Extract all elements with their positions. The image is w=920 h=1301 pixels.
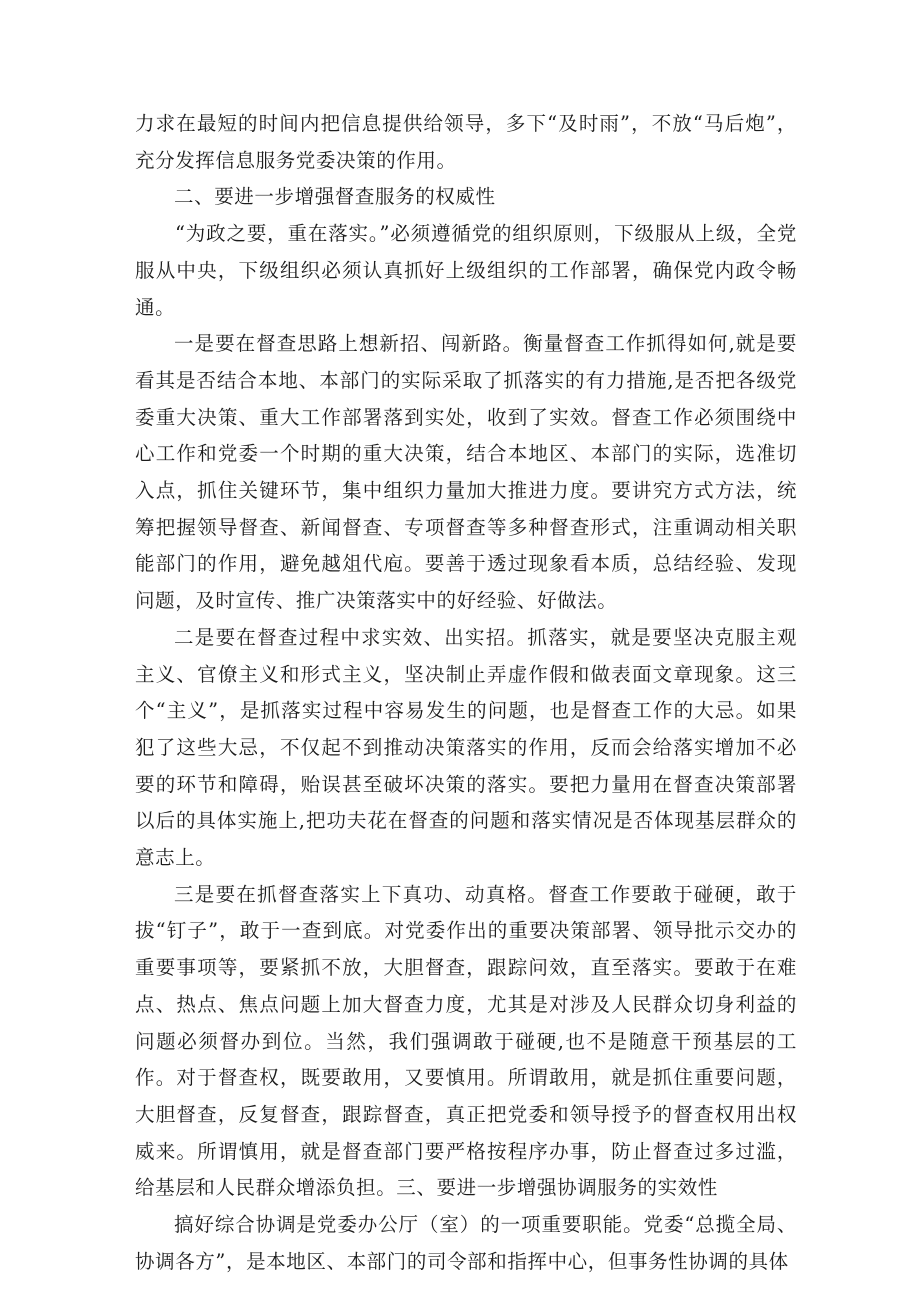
paragraph-point-2: 二是要在督查过程中求实效、出实招。抓落实，就是要坚决克服主观主义、官僚主义和形式主义，坚决制止弄虚作假和做表面文章现象。这三个“主义”，是抓落实过程中容易发生的问题，也是督查工作的大忌。如果犯了这些大忌，不仅起不到推动决策落实的作用，反而会给落实增加不必要的环节和障碍，贻误甚至破坏决策的落实。要把力量用在督查决策部署以后的具体实施上,把功夫花在督查的问题和落实情况是否体现基层群众的意志上。 [135,625,797,870]
section-heading-2: 二、要进一步增强督查服务的权威性 [174,185,496,209]
document-body [135,106,797,1281]
paragraph-quote: “为政之要，重在落实。”必须遵循党的组织原则，下级服从上级，全党服从中央，下级组织必须认真抓好上级组织的工作部署，确保党内政令畅通。 [135,222,797,319]
paragraph-continuation: 力求在最短的时间内把信息提供给领导，多下“及时雨”，不放“马后炮”，充分发挥信息服务党委决策的作用。 [135,112,797,172]
paragraph-coordination: 搞好综合协调是党委办公厅（室）的一项重要职能。党委“总揽全局、协调各方”，是本地区、本部门的司令部和指挥中心，但事务性协调的具体 [135,1213,797,1273]
paragraph-point-3: 三是要在抓督查落实上下真功、动真格。督查工作要敢于碰硬，敢于拔“钉子”，敢于一查到底。对党委作出的重要决策部署、领导批示交办的重要事项等，要紧抓不放，大胆督查，跟踪问效，直至落实。要敢于在难点、热点、焦点问题上加大督查力度，尤其是对涉及人民群众切身利益的问题必须督办到位。当然，我们强调敢于碰硬,也不是随意干预基层的工作。对于督查权，既要敢用，又要慎用。所谓敢用，就是抓住重要问题，大胆督查，反复督查，跟踪督查，真正把党委和领导授予的督查权用出权威来。所谓慎用，就是督查部门要严格按程序办事，防止督查过多过滥，给基层和人民群众增添负担。三、要进一步增强协调服务的实效性 [135,882,797,1200]
paragraph-point-1: 一是要在督查思路上想新招、闯新路。衡量督查工作抓得如何,就是要看其是否结合本地、本部门的实际采取了抓落实的有力措施,是否把各级党委重大决策、重大工作部署落到实处，收到了实效。督查工作必须围绕中心工作和党委一个时期的重大决策，结合本地区、本部门的实际，选准切入点，抓住关键环节，集中组织力量加大推进力度。要讲究方式方法，统筹把握领导督查、新闻督查、专项督查等多种督查形式，注重调动相关职能部门的作用，避免越俎代庖。要善于透过现象看本质，总结经验、发现问题，及时宣传、推广决策落实中的好经验、好做法。 [135,332,797,613]
